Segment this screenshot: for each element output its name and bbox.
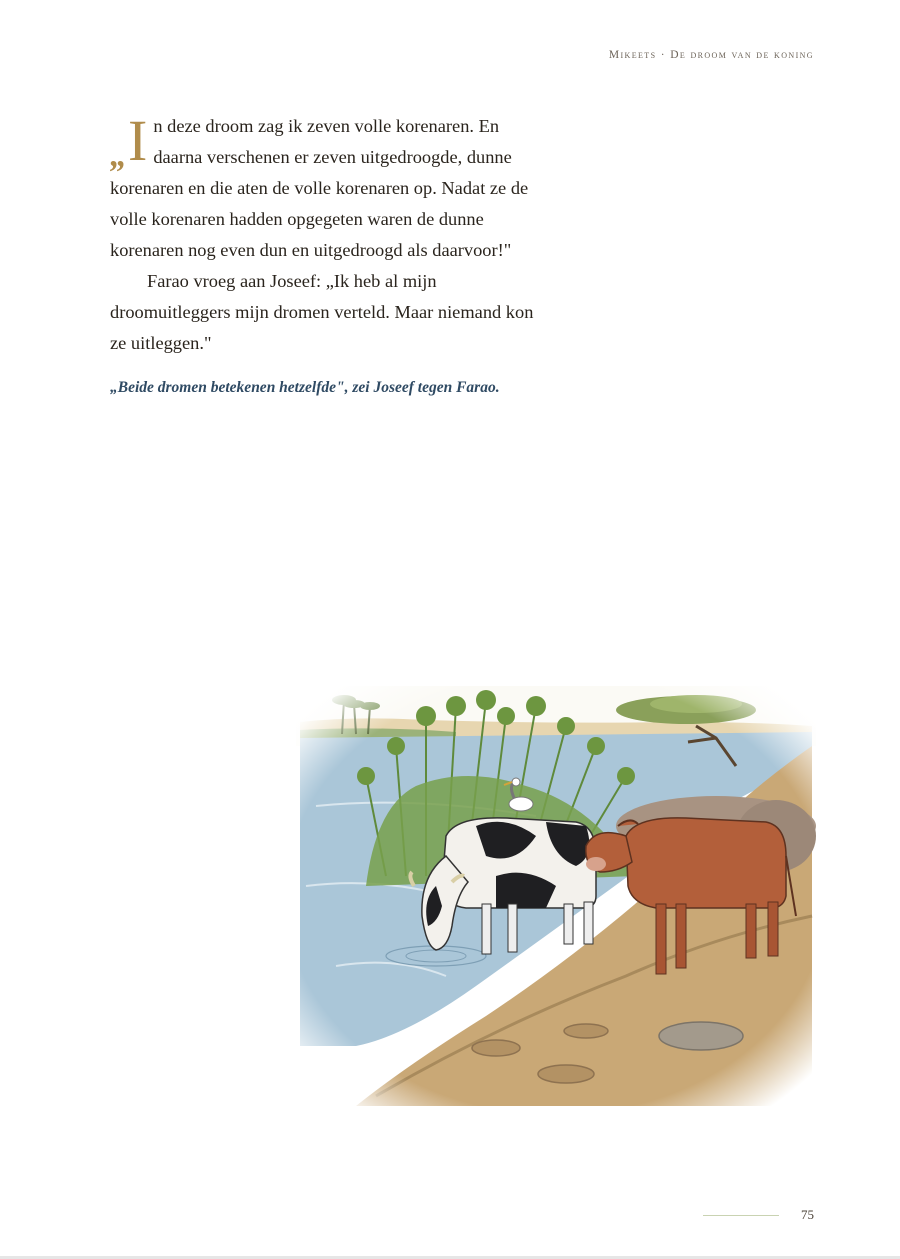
footer-rule — [703, 1215, 779, 1216]
opening-quote-mark: „ — [110, 137, 127, 174]
dropcap-letter: I — [128, 108, 148, 173]
paragraph-2: Farao vroeg aan Joseef: „Ik heb al mijn droomuitleggers mijn dromen verteld. Maar niemand kon ze uitleggen." — [110, 271, 534, 353]
body-text — [110, 108, 550, 359]
dropcap-block — [110, 108, 148, 174]
page-number: 75 — [801, 1207, 814, 1222]
illustration-caption: „Beide dromen betekenen hetzelfde", zei Joseef tegen Farao. — [110, 379, 500, 396]
running-header: Mikeets · De droom van de koning — [608, 49, 814, 61]
cows-at-river-illustration — [296, 686, 816, 1106]
paragraph-1-text: n deze droom zag ik zeven volle korenaren. En daarna verschenen er zeven uitgedroogde, dunne korenaren en die aten de volle korenaren op. Nadat ze de volle korenaren hadden opgegeten waren de dunne korenaren nog even dun en uitgedroogd als daarvoor!" — [110, 116, 529, 260]
paragraph-1 — [110, 108, 550, 266]
